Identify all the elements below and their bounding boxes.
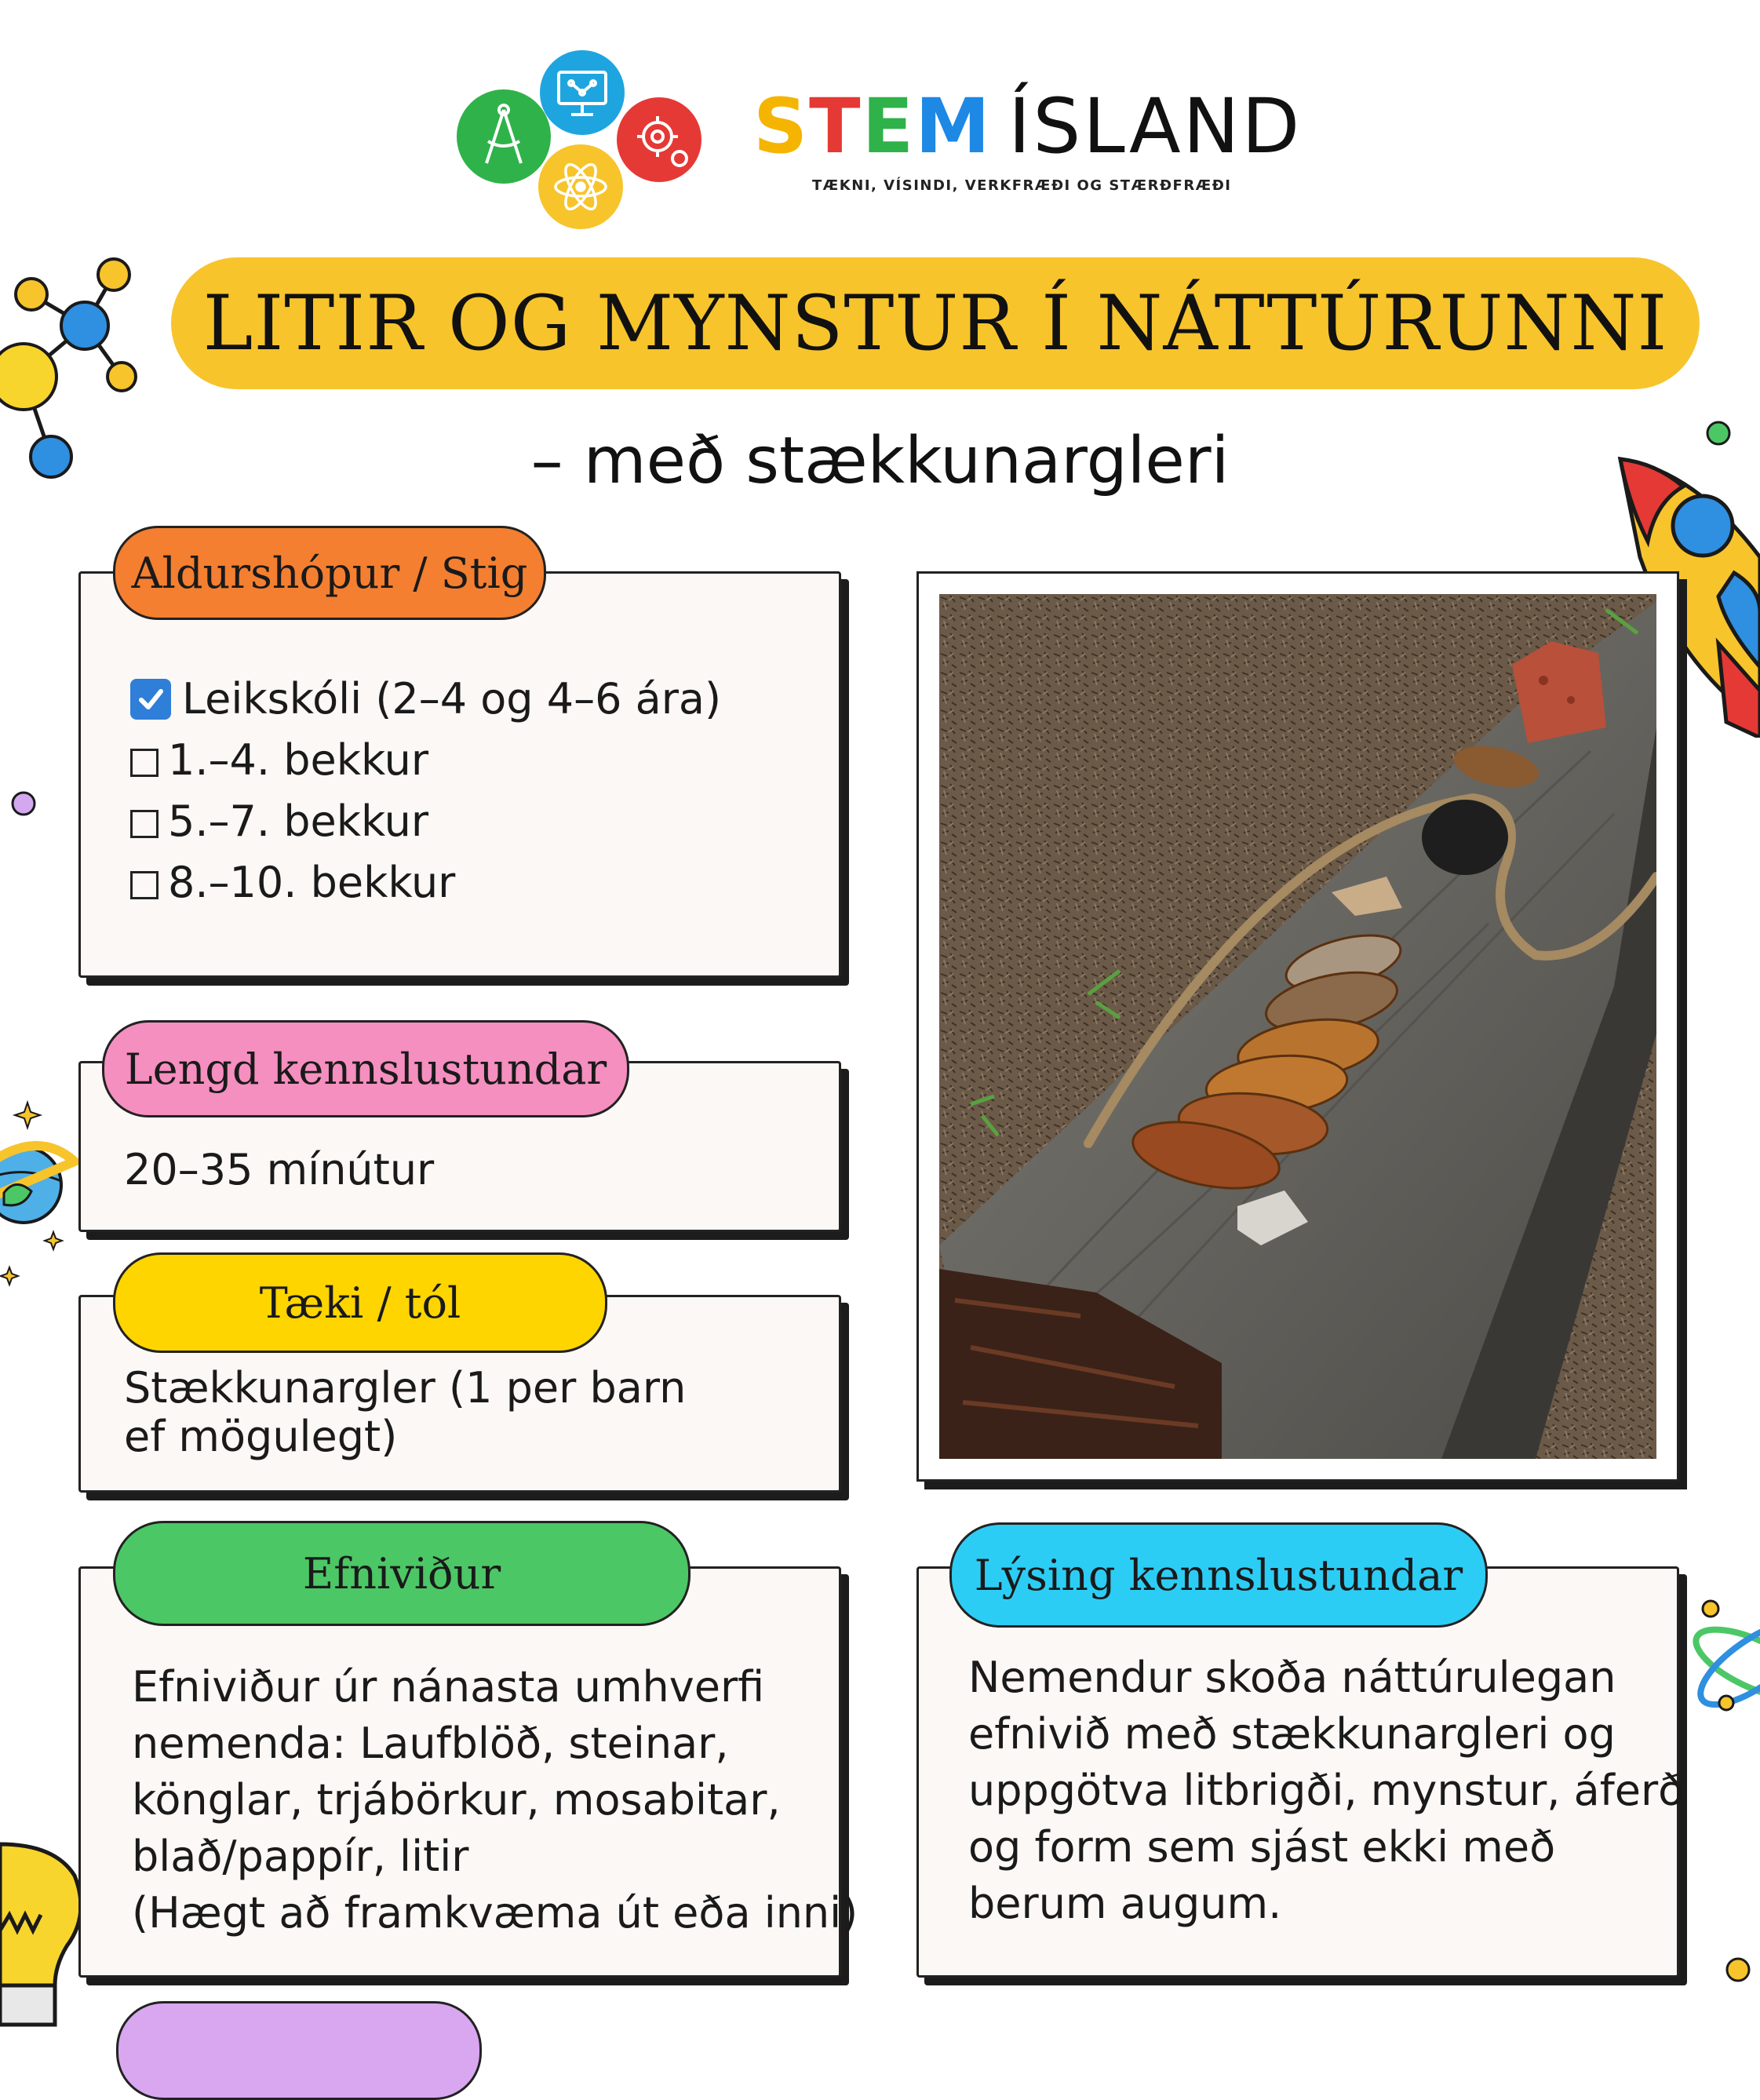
brand-letter-t: T <box>809 82 862 170</box>
tools-value: Stækkunargler (1 per barn ef mögulegt) <box>124 1363 687 1461</box>
age-group-label-pill <box>113 526 546 620</box>
age-group-options <box>130 669 721 913</box>
sparkle-decor <box>15 1103 40 1128</box>
tools-label: Tæki / tól <box>259 1278 461 1328</box>
tools-label-pill <box>113 1252 607 1353</box>
small-dot-decor <box>8 788 39 819</box>
materials-line: nemenda: Laufblöð, steinar, <box>132 1719 729 1768</box>
materials-line: (Hægt að framkvæma út eða inni) <box>132 1888 858 1938</box>
stem-logo <box>455 49 706 237</box>
age-option-label: 8.–10. bekkur <box>168 858 456 907</box>
checkbox-empty-icon[interactable] <box>130 871 159 899</box>
brand-name: ÍSLAND <box>1008 82 1303 170</box>
checkbox-empty-icon[interactable] <box>130 810 159 838</box>
materials-line: Efniviður úr nánasta umhverfi <box>132 1662 765 1712</box>
checkbox-checked-icon[interactable] <box>130 679 171 720</box>
description-text <box>968 1650 1684 1932</box>
page-title: LITIR OG MYNSTUR Í NÁTTÚRUNNI <box>202 279 1668 367</box>
duration-label: Lengd kennslustundar <box>124 1044 607 1094</box>
brand-stem <box>753 82 992 170</box>
small-dot-decor <box>1722 1954 1754 1985</box>
description-label-pill <box>949 1522 1488 1628</box>
brand-letter-e: E <box>862 82 916 170</box>
age-option-grade-8-10[interactable] <box>130 852 721 913</box>
materials-label-pill <box>113 1521 691 1626</box>
age-option-label: 1.–4. bekkur <box>168 735 429 785</box>
photo-frame <box>916 571 1679 1482</box>
pine-cones-on-log-photo <box>939 594 1656 1459</box>
age-group-label: Aldurshópur / Stig <box>131 548 528 598</box>
description-line: efnivið með stækkunargleri og <box>968 1709 1616 1759</box>
description-line: og form sem sjást ekki með <box>968 1822 1556 1872</box>
title-banner <box>171 257 1700 389</box>
materials-label: Efniviður <box>302 1548 501 1599</box>
description-line: Nemendur skoða náttúrulegan <box>968 1653 1616 1702</box>
materials-text <box>132 1659 858 1941</box>
age-option-label: Leikskóli (2–4 og 4–6 ára) <box>182 674 722 724</box>
age-option-grade-1-4[interactable] <box>130 730 721 791</box>
description-line: berum augum. <box>968 1879 1282 1928</box>
atom-decor-icon <box>1679 1585 1760 1758</box>
brand-letter-m: M <box>915 82 992 170</box>
logo-circle-red <box>617 97 701 182</box>
age-option-grade-5-7[interactable] <box>130 791 721 852</box>
duration-value: 20–35 mínútur <box>124 1145 435 1194</box>
page-subtitle: – með stækkunargleri <box>530 424 1230 498</box>
brand-subtitle: TÆKNI, VÍSINDI, VERKFRÆÐI OG STÆRÐFRÆÐI <box>812 177 1232 194</box>
age-option-preschool[interactable] <box>130 669 721 730</box>
description-line: uppgötva litbrigði, mynstur, áferð <box>968 1766 1685 1815</box>
duration-label-pill <box>102 1020 629 1117</box>
checkbox-empty-icon[interactable] <box>130 749 159 777</box>
age-option-label: 5.–7. bekkur <box>168 797 429 846</box>
description-label: Lýsing kennslustundar <box>974 1550 1463 1600</box>
materials-line: blað/pappír, litir <box>132 1832 469 1881</box>
materials-line: könglar, trjábörkur, mosabitar, <box>132 1775 781 1825</box>
next-section-pill <box>116 2001 482 2100</box>
brand-letter-s: S <box>753 82 810 170</box>
